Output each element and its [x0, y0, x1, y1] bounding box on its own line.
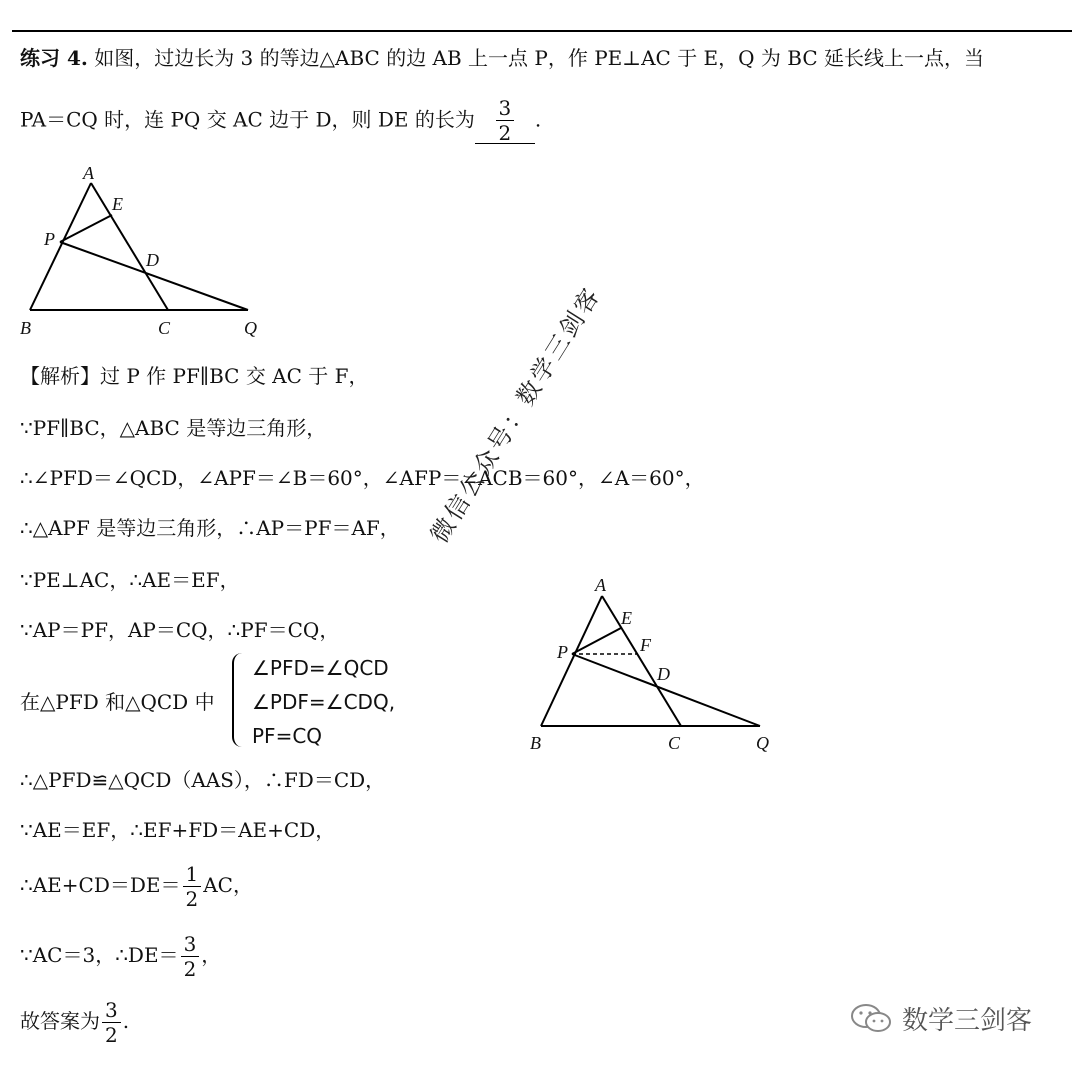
- final-answer-prefix: 故答案为: [20, 1009, 100, 1033]
- solution-line-8: ∴△PFD≌△QCD（AAS），∴FD＝CD，: [20, 768, 386, 792]
- fig2-label-q: Q: [756, 733, 769, 753]
- fig1-label-d: D: [146, 250, 159, 270]
- fig2-label-e: E: [621, 608, 632, 628]
- answer-denominator: 2: [498, 121, 512, 145]
- fig2-label-p: P: [557, 642, 568, 662]
- solution-line-7: 在△PFD 和△QCD 中: [20, 690, 215, 714]
- system-brace: [232, 653, 246, 747]
- half-denominator: 2: [185, 887, 199, 911]
- solution-line-10-suffix: AC，: [203, 873, 253, 897]
- solution-line-10: [20, 860, 253, 910]
- fig1-side-ab: [30, 183, 91, 310]
- watermark-text: 微信公众号：数学三剑客: [425, 281, 607, 549]
- fig2-label-f: F: [640, 635, 651, 655]
- system-line-2: ∠PDF=∠CDQ,: [252, 690, 396, 714]
- brand-name: 数学三剑客: [902, 1006, 1033, 1036]
- brand: [850, 1000, 1032, 1037]
- solution-line-9: ∵AE＝EF，∴EF+FD＝AE+CD，: [20, 818, 336, 842]
- fig1-label-a: A: [83, 163, 94, 183]
- fraction-2-numerator: 3: [102, 1000, 121, 1023]
- fig1-label-b: B: [20, 318, 31, 338]
- fig2-label-d: D: [657, 664, 670, 684]
- fig1-label-q: Q: [244, 318, 257, 338]
- problem-text-2-end: .: [534, 107, 542, 132]
- fig2-label-a: A: [595, 575, 606, 595]
- fig1-label-c: C: [158, 318, 171, 338]
- system-line-3: PF=CQ: [252, 724, 323, 748]
- wechat-icon: [850, 1002, 894, 1036]
- final-answer-suffix: .: [122, 1009, 130, 1033]
- problem-label: 练习 4.: [20, 46, 88, 70]
- fig1-label-p: P: [44, 229, 55, 249]
- solution-line-5: ∵PE⊥AC，∴AE＝EF，: [20, 568, 240, 592]
- fraction-1-numerator: 3: [181, 934, 200, 957]
- system-line-1: ∠PFD=∠QCD: [252, 656, 389, 680]
- fig1-side-ac: [91, 183, 168, 310]
- solution-line-12: [20, 996, 129, 1046]
- fig1-segment-pe: [60, 215, 112, 242]
- solution-line-3: ∴∠PFD＝∠QCD，∠APF＝∠B＝60°，∠AFP＝∠ACB＝60°，∠A＝60°，: [20, 466, 705, 490]
- fig1-label-e: E: [112, 194, 123, 214]
- solution-line-6: ∵AP＝PF，AP＝CQ，∴PF＝CQ，: [20, 618, 340, 642]
- solution-line-4: ∴△APF 是等边三角形，∴AP＝PF＝AF，: [20, 516, 400, 540]
- fig2-segment-pe: [572, 628, 621, 654]
- fraction-2-denominator: 2: [105, 1023, 118, 1047]
- fig2-label-c: C: [668, 733, 681, 753]
- fraction-half: [183, 864, 202, 909]
- solution-line-11-suffix: ，: [201, 943, 222, 967]
- fraction-1-denominator: 2: [183, 957, 197, 981]
- solution-line-1: 【解析】过 P 作 PF∥BC 交 AC 于 F，: [20, 364, 369, 388]
- solution-line-11: [20, 930, 221, 980]
- problem-text-1: 如图，过边长为 3 的等边△ABC 的边 AB 上一点 P，作 PE⊥AC 于 E，Q 为 BC 延长线上一点，当: [94, 46, 984, 70]
- solution-line-2: ∵PF∥BC，△ABC 是等边三角形，: [20, 416, 327, 440]
- answer-numerator: 3: [496, 98, 515, 121]
- fraction-three-halves-2: [102, 1000, 121, 1045]
- solution-line-11-prefix: ∵AC＝3，∴DE＝: [20, 943, 179, 967]
- fig2-side-ac: [602, 596, 681, 726]
- problem-text-2: PA＝CQ 时，连 PQ 交 AC 边于 D，则 DE 的长为: [20, 107, 475, 132]
- half-numerator: 1: [183, 864, 202, 887]
- fig2-label-b: B: [530, 733, 541, 753]
- fraction-three-halves-1: [181, 934, 200, 979]
- solution-line-10-prefix: ∴AE+CD＝DE＝: [20, 873, 181, 897]
